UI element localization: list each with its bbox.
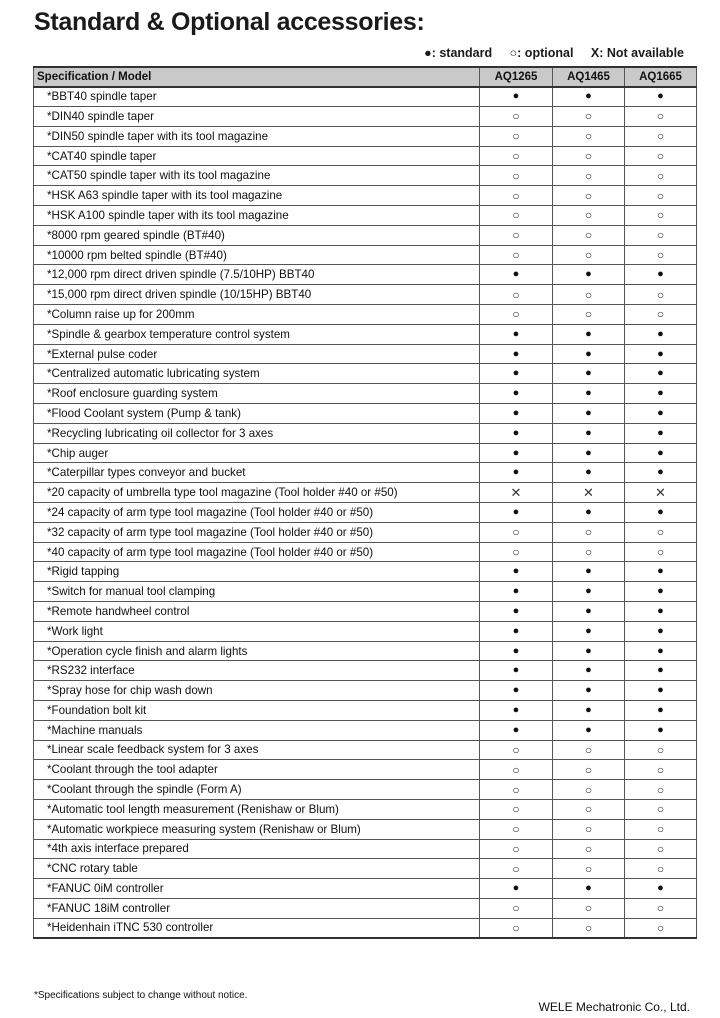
table-row	[34, 661, 697, 681]
spec-name: *Work light	[34, 621, 480, 641]
availability-std-mark: ●	[553, 423, 625, 443]
spec-name: *Switch for manual tool clamping	[34, 582, 480, 602]
table-row	[34, 463, 697, 483]
availability-opt-mark: ○	[553, 126, 625, 146]
table-row	[34, 305, 697, 325]
availability-std-mark: ●	[553, 879, 625, 899]
availability-opt-mark: ○	[625, 918, 697, 938]
table-row	[34, 522, 697, 542]
availability-opt-mark: ○	[625, 146, 697, 166]
spec-name: *RS232 interface	[34, 661, 480, 681]
table-row	[34, 780, 697, 800]
availability-opt-mark: ○	[625, 898, 697, 918]
availability-std-mark: ●	[480, 621, 553, 641]
availability-opt-mark: ○	[553, 107, 625, 127]
spec-name: *Spindle & gearbox temperature control system	[34, 324, 480, 344]
availability-opt-mark: ○	[480, 898, 553, 918]
availability-std-mark: ●	[625, 641, 697, 661]
table-row	[34, 225, 697, 245]
availability-opt-mark: ○	[553, 542, 625, 562]
spec-name: *Foundation bolt kit	[34, 701, 480, 721]
availability-opt-mark: ○	[553, 898, 625, 918]
availability-opt-mark: ○	[480, 839, 553, 859]
spec-name: *Recycling lubricating oil collector for 3 axes	[34, 423, 480, 443]
spec-name: *Operation cycle finish and alarm lights	[34, 641, 480, 661]
availability-opt-mark: ○	[480, 206, 553, 226]
availability-opt-mark: ○	[625, 760, 697, 780]
table-row	[34, 542, 697, 562]
availability-std-mark: ●	[480, 463, 553, 483]
spec-name: *20 capacity of umbrella type tool magazine (Tool holder #40 or #50)	[34, 483, 480, 503]
availability-opt-mark: ○	[480, 859, 553, 879]
spec-name: *Coolant through the spindle (Form A)	[34, 780, 480, 800]
availability-std-mark: ●	[553, 681, 625, 701]
table-row	[34, 918, 697, 938]
availability-opt-mark: ○	[480, 146, 553, 166]
availability-std-mark: ●	[625, 879, 697, 899]
spec-name: *CAT50 spindle taper with its tool magazine	[34, 166, 480, 186]
table-row	[34, 166, 697, 186]
availability-std-mark: ●	[553, 87, 625, 107]
table-row	[34, 107, 697, 127]
availability-std-mark: ●	[553, 324, 625, 344]
availability-std-mark: ●	[553, 701, 625, 721]
availability-opt-mark: ○	[553, 166, 625, 186]
availability-std-mark: ●	[480, 87, 553, 107]
availability-std-mark: ●	[480, 562, 553, 582]
table-row	[34, 562, 697, 582]
legend-optional: ○: optional	[509, 46, 574, 60]
availability-opt-mark: ○	[480, 305, 553, 325]
availability-std-mark: ●	[625, 701, 697, 721]
spec-name: *Coolant through the tool adapter	[34, 760, 480, 780]
availability-std-mark: ●	[553, 404, 625, 424]
table-row	[34, 87, 697, 107]
availability-std-mark: ●	[625, 423, 697, 443]
availability-std-mark: ●	[480, 404, 553, 424]
availability-std-mark: ●	[480, 344, 553, 364]
availability-std-mark: ●	[625, 265, 697, 285]
table-row	[34, 879, 697, 899]
availability-opt-mark: ○	[480, 780, 553, 800]
table-row	[34, 760, 697, 780]
availability-opt-mark: ○	[480, 760, 553, 780]
table-row	[34, 265, 697, 285]
availability-std-mark: ●	[553, 621, 625, 641]
availability-std-mark: ●	[480, 582, 553, 602]
availability-std-mark: ●	[553, 582, 625, 602]
availability-opt-mark: ○	[625, 799, 697, 819]
table-row	[34, 245, 697, 265]
spec-name: *FANUC 0iM controller	[34, 879, 480, 899]
availability-opt-mark: ○	[553, 186, 625, 206]
availability-opt-mark: ○	[625, 225, 697, 245]
spec-name: *DIN40 spindle taper	[34, 107, 480, 127]
availability-opt-mark: ○	[553, 839, 625, 859]
footnote: *Specifications subject to change without notice.	[34, 990, 248, 1001]
availability-std-mark: ●	[625, 384, 697, 404]
availability-opt-mark: ○	[625, 107, 697, 127]
availability-std-mark: ●	[625, 562, 697, 582]
table-header-row	[34, 67, 697, 87]
table-row	[34, 344, 697, 364]
availability-std-mark: ●	[480, 364, 553, 384]
legend	[410, 46, 684, 60]
availability-opt-mark: ○	[553, 859, 625, 879]
availability-opt-mark: ○	[625, 245, 697, 265]
spec-name: *Roof enclosure guarding system	[34, 384, 480, 404]
availability-opt-mark: ○	[480, 522, 553, 542]
availability-std-mark: ●	[553, 364, 625, 384]
header-model-aq1465: AQ1465	[553, 67, 625, 87]
availability-opt-mark: ○	[553, 918, 625, 938]
table-row	[34, 146, 697, 166]
availability-opt-mark: ○	[553, 740, 625, 760]
availability-std-mark: ●	[625, 681, 697, 701]
header-model-aq1265: AQ1265	[480, 67, 553, 87]
availability-std-mark: ●	[625, 720, 697, 740]
spec-name: *Flood Coolant system (Pump & tank)	[34, 404, 480, 424]
table-row	[34, 641, 697, 661]
spec-name: *Automatic tool length measurement (Renishaw or Blum)	[34, 799, 480, 819]
availability-opt-mark: ○	[553, 225, 625, 245]
availability-std-mark: ●	[480, 443, 553, 463]
availability-std-mark: ●	[625, 463, 697, 483]
availability-std-mark: ●	[625, 443, 697, 463]
availability-opt-mark: ○	[480, 799, 553, 819]
spec-name: *HSK A100 spindle taper with its tool magazine	[34, 206, 480, 226]
table-row	[34, 602, 697, 622]
table-row	[34, 819, 697, 839]
availability-opt-mark: ○	[553, 285, 625, 305]
table-body	[34, 87, 697, 938]
availability-std-mark: ●	[553, 562, 625, 582]
header-spec-model: Specification / Model	[34, 67, 480, 87]
spec-name: *10000 rpm belted spindle (BT#40)	[34, 245, 480, 265]
availability-opt-mark: ○	[480, 542, 553, 562]
spec-name: *Rigid tapping	[34, 562, 480, 582]
table-row	[34, 799, 697, 819]
availability-std-mark: ●	[480, 701, 553, 721]
spec-name: *Spray hose for chip wash down	[34, 681, 480, 701]
availability-std-mark: ●	[480, 265, 553, 285]
availability-std-mark: ●	[480, 384, 553, 404]
availability-std-mark: ●	[480, 681, 553, 701]
availability-std-mark: ●	[553, 720, 625, 740]
availability-opt-mark: ○	[553, 146, 625, 166]
availability-std-mark: ●	[553, 602, 625, 622]
availability-std-mark: ●	[553, 384, 625, 404]
table-row	[34, 503, 697, 523]
accessories-table	[33, 66, 697, 939]
availability-opt-mark: ○	[625, 206, 697, 226]
table-row	[34, 404, 697, 424]
table-row	[34, 206, 697, 226]
availability-std-mark: ●	[625, 324, 697, 344]
availability-opt-mark: ○	[480, 819, 553, 839]
spec-name: *CAT40 spindle taper	[34, 146, 480, 166]
spec-name: *Machine manuals	[34, 720, 480, 740]
spec-name: *Column raise up for 200mm	[34, 305, 480, 325]
table-row	[34, 859, 697, 879]
spec-name: *Heidenhain iTNC 530 controller	[34, 918, 480, 938]
availability-std-mark: ●	[553, 443, 625, 463]
table-row	[34, 186, 697, 206]
availability-opt-mark: ○	[553, 245, 625, 265]
availability-std-mark: ●	[480, 602, 553, 622]
spec-name: *DIN50 spindle taper with its tool magazine	[34, 126, 480, 146]
table-row	[34, 839, 697, 859]
spec-name: *Linear scale feedback system for 3 axes	[34, 740, 480, 760]
availability-std-mark: ●	[553, 503, 625, 523]
table-row	[34, 285, 697, 305]
spec-name: *Centralized automatic lubricating system	[34, 364, 480, 384]
availability-std-mark: ●	[625, 503, 697, 523]
availability-opt-mark: ○	[553, 760, 625, 780]
availability-opt-mark: ○	[480, 285, 553, 305]
spec-name: *Caterpillar types conveyor and bucket	[34, 463, 480, 483]
availability-na-mark: ✕	[625, 483, 697, 503]
spec-name: *4th axis interface prepared	[34, 839, 480, 859]
spec-name: *Remote handwheel control	[34, 602, 480, 622]
availability-opt-mark: ○	[625, 740, 697, 760]
table-row	[34, 582, 697, 602]
spec-name: *40 capacity of arm type tool magazine (Tool holder #40 or #50)	[34, 542, 480, 562]
availability-na-mark: ✕	[553, 483, 625, 503]
availability-opt-mark: ○	[553, 305, 625, 325]
availability-std-mark: ●	[480, 641, 553, 661]
table-row	[34, 364, 697, 384]
table-row	[34, 324, 697, 344]
availability-opt-mark: ○	[480, 245, 553, 265]
availability-opt-mark: ○	[480, 166, 553, 186]
spec-name: *HSK A63 spindle taper with its tool magazine	[34, 186, 480, 206]
availability-opt-mark: ○	[625, 819, 697, 839]
table-row	[34, 898, 697, 918]
availability-opt-mark: ○	[480, 740, 553, 760]
availability-std-mark: ●	[625, 602, 697, 622]
spec-name: *15,000 rpm direct driven spindle (10/15HP) BBT40	[34, 285, 480, 305]
table-row	[34, 740, 697, 760]
spec-name: *Chip auger	[34, 443, 480, 463]
spec-name: *CNC rotary table	[34, 859, 480, 879]
availability-opt-mark: ○	[625, 859, 697, 879]
table-row	[34, 423, 697, 443]
table-row	[34, 443, 697, 463]
table-row	[34, 621, 697, 641]
availability-std-mark: ●	[480, 324, 553, 344]
table-row	[34, 701, 697, 721]
availability-std-mark: ●	[625, 364, 697, 384]
availability-opt-mark: ○	[480, 107, 553, 127]
availability-std-mark: ●	[625, 661, 697, 681]
availability-std-mark: ●	[625, 621, 697, 641]
spec-name: *8000 rpm geared spindle (BT#40)	[34, 225, 480, 245]
availability-std-mark: ●	[480, 503, 553, 523]
availability-na-mark: ✕	[480, 483, 553, 503]
table-row	[34, 720, 697, 740]
spec-name: *12,000 rpm direct driven spindle (7.5/10HP) BBT40	[34, 265, 480, 285]
availability-opt-mark: ○	[480, 126, 553, 146]
availability-opt-mark: ○	[553, 522, 625, 542]
company-name: WELE Mechatronic Co., Ltd.	[538, 1000, 690, 1014]
availability-std-mark: ●	[553, 344, 625, 364]
availability-opt-mark: ○	[625, 285, 697, 305]
availability-opt-mark: ○	[480, 225, 553, 245]
header-model-aq1665: AQ1665	[625, 67, 697, 87]
availability-opt-mark: ○	[625, 186, 697, 206]
availability-opt-mark: ○	[553, 780, 625, 800]
availability-opt-mark: ○	[480, 186, 553, 206]
availability-std-mark: ●	[480, 661, 553, 681]
availability-std-mark: ●	[625, 87, 697, 107]
table-row	[34, 681, 697, 701]
spec-name: *FANUC 18iM controller	[34, 898, 480, 918]
availability-opt-mark: ○	[625, 305, 697, 325]
spec-name: *24 capacity of arm type tool magazine (Tool holder #40 or #50)	[34, 503, 480, 523]
legend-not-available: X: Not available	[590, 46, 684, 60]
availability-opt-mark: ○	[480, 918, 553, 938]
availability-std-mark: ●	[553, 265, 625, 285]
availability-std-mark: ●	[553, 661, 625, 681]
availability-std-mark: ●	[480, 423, 553, 443]
availability-std-mark: ●	[625, 404, 697, 424]
availability-opt-mark: ○	[553, 799, 625, 819]
availability-std-mark: ●	[553, 463, 625, 483]
spec-name: *32 capacity of arm type tool magazine (Tool holder #40 or #50)	[34, 522, 480, 542]
table-row	[34, 126, 697, 146]
spec-name: *External pulse coder	[34, 344, 480, 364]
availability-std-mark: ●	[480, 720, 553, 740]
availability-std-mark: ●	[625, 344, 697, 364]
table-row	[34, 384, 697, 404]
availability-std-mark: ●	[553, 641, 625, 661]
availability-opt-mark: ○	[553, 206, 625, 226]
availability-std-mark: ●	[625, 582, 697, 602]
spec-name: *BBT40 spindle taper	[34, 87, 480, 107]
availability-opt-mark: ○	[553, 819, 625, 839]
availability-opt-mark: ○	[625, 166, 697, 186]
page-title: Standard & Optional accessories:	[34, 8, 425, 36]
availability-opt-mark: ○	[625, 522, 697, 542]
availability-opt-mark: ○	[625, 126, 697, 146]
spec-name: *Automatic workpiece measuring system (Renishaw or Blum)	[34, 819, 480, 839]
availability-opt-mark: ○	[625, 780, 697, 800]
availability-opt-mark: ○	[625, 839, 697, 859]
availability-opt-mark: ○	[625, 542, 697, 562]
legend-standard: ●: standard	[424, 46, 493, 60]
table-row	[34, 483, 697, 503]
availability-std-mark: ●	[480, 879, 553, 899]
